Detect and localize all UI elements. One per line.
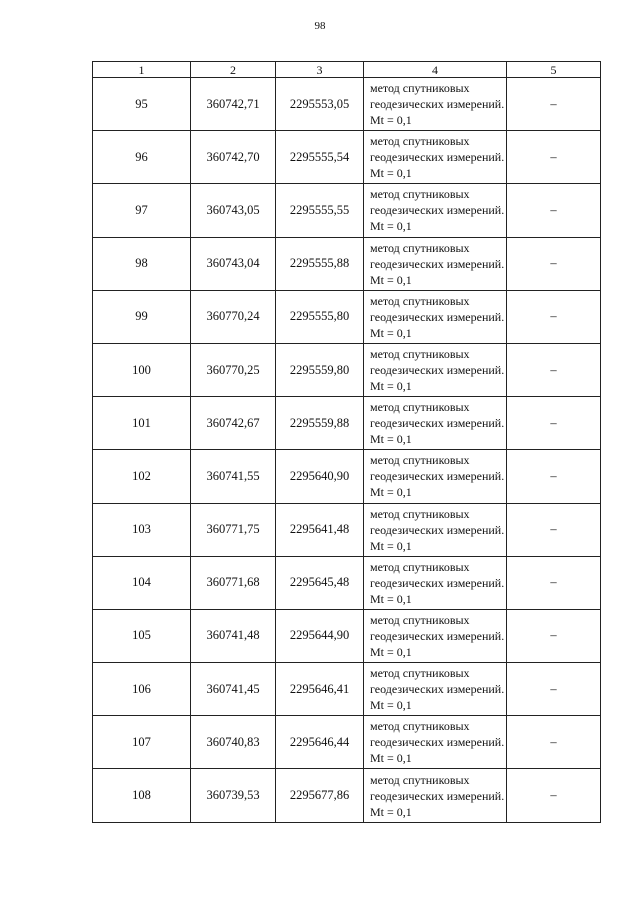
point-number-cell: 106	[93, 663, 191, 716]
note-cell: –	[507, 663, 601, 716]
note-cell: –	[507, 769, 601, 822]
table-row	[93, 503, 601, 556]
x-coordinate-cell: 360743,04	[191, 237, 276, 290]
x-coordinate-cell: 360740,83	[191, 716, 276, 769]
y-coordinate-cell: 2295646,41	[276, 663, 364, 716]
point-number-cell: 108	[93, 769, 191, 822]
point-number-cell: 100	[93, 343, 191, 396]
y-coordinate-cell: 2295555,80	[276, 290, 364, 343]
y-coordinate-cell: 2295553,05	[276, 78, 364, 131]
method-cell: метод спутниковых геодезических измерений. Mt = 0,1	[364, 237, 507, 290]
table-row	[93, 237, 601, 290]
method-cell: метод спутниковых геодезических измерений. Mt = 0,1	[364, 769, 507, 822]
x-coordinate-cell: 360742,70	[191, 131, 276, 184]
method-cell: метод спутниковых геодезических измерений. Mt = 0,1	[364, 184, 507, 237]
table-row	[93, 450, 601, 503]
note-cell: –	[507, 290, 601, 343]
note-cell: –	[507, 184, 601, 237]
x-coordinate-cell: 360770,24	[191, 290, 276, 343]
table-row	[93, 290, 601, 343]
y-coordinate-cell: 2295645,48	[276, 556, 364, 609]
x-coordinate-cell: 360741,48	[191, 609, 276, 662]
note-cell: –	[507, 131, 601, 184]
note-cell: –	[507, 450, 601, 503]
method-cell: метод спутниковых геодезических измерений. Mt = 0,1	[364, 290, 507, 343]
note-cell: –	[507, 397, 601, 450]
x-coordinate-cell: 360743,05	[191, 184, 276, 237]
table-row	[93, 343, 601, 396]
column-header-4: 4	[364, 62, 507, 78]
x-coordinate-cell: 360742,71	[191, 78, 276, 131]
method-cell: метод спутниковых геодезических измерений. Mt = 0,1	[364, 609, 507, 662]
x-coordinate-cell: 360741,45	[191, 663, 276, 716]
note-cell: –	[507, 78, 601, 131]
method-cell: метод спутниковых геодезических измерений. Mt = 0,1	[364, 503, 507, 556]
note-cell: –	[507, 556, 601, 609]
page-number: 98	[314, 20, 326, 32]
column-header-2: 2	[191, 62, 276, 78]
point-number-cell: 103	[93, 503, 191, 556]
column-header-5: 5	[507, 62, 601, 78]
x-coordinate-cell: 360771,75	[191, 503, 276, 556]
note-cell: –	[507, 609, 601, 662]
column-header-3: 3	[276, 62, 364, 78]
y-coordinate-cell: 2295646,44	[276, 716, 364, 769]
y-coordinate-cell: 2295559,80	[276, 343, 364, 396]
x-coordinate-cell: 360742,67	[191, 397, 276, 450]
y-coordinate-cell: 2295559,88	[276, 397, 364, 450]
table-row	[93, 716, 601, 769]
y-coordinate-cell: 2295640,90	[276, 450, 364, 503]
method-cell: метод спутниковых геодезических измерений. Mt = 0,1	[364, 397, 507, 450]
column-header-1: 1	[93, 62, 191, 78]
coordinates-table	[92, 61, 601, 823]
x-coordinate-cell: 360771,68	[191, 556, 276, 609]
x-coordinate-cell: 360741,55	[191, 450, 276, 503]
note-cell: –	[507, 503, 601, 556]
point-number-cell: 101	[93, 397, 191, 450]
point-number-cell: 99	[93, 290, 191, 343]
method-cell: метод спутниковых геодезических измерений. Mt = 0,1	[364, 556, 507, 609]
y-coordinate-cell: 2295555,54	[276, 131, 364, 184]
x-coordinate-cell: 360770,25	[191, 343, 276, 396]
note-cell: –	[507, 343, 601, 396]
point-number-cell: 107	[93, 716, 191, 769]
table-row	[93, 78, 601, 131]
point-number-cell: 102	[93, 450, 191, 503]
note-cell: –	[507, 237, 601, 290]
method-cell: метод спутниковых геодезических измерений. Mt = 0,1	[364, 663, 507, 716]
method-cell: метод спутниковых геодезических измерений. Mt = 0,1	[364, 450, 507, 503]
table-row	[93, 769, 601, 822]
y-coordinate-cell: 2295644,90	[276, 609, 364, 662]
method-cell: метод спутниковых геодезических измерений. Mt = 0,1	[364, 716, 507, 769]
point-number-cell: 105	[93, 609, 191, 662]
point-number-cell: 104	[93, 556, 191, 609]
y-coordinate-cell: 2295555,88	[276, 237, 364, 290]
point-number-cell: 97	[93, 184, 191, 237]
note-cell: –	[507, 716, 601, 769]
method-cell: метод спутниковых геодезических измерений. Mt = 0,1	[364, 343, 507, 396]
method-cell: метод спутниковых геодезических измерений. Mt = 0,1	[364, 131, 507, 184]
table-header-row	[93, 62, 601, 78]
table-row	[93, 609, 601, 662]
y-coordinate-cell: 2295555,55	[276, 184, 364, 237]
point-number-cell: 98	[93, 237, 191, 290]
y-coordinate-cell: 2295641,48	[276, 503, 364, 556]
point-number-cell: 96	[93, 131, 191, 184]
x-coordinate-cell: 360739,53	[191, 769, 276, 822]
method-cell: метод спутниковых геодезических измерений. Mt = 0,1	[364, 78, 507, 131]
table-row	[93, 556, 601, 609]
table-row	[93, 397, 601, 450]
table-row	[93, 663, 601, 716]
table-row	[93, 184, 601, 237]
y-coordinate-cell: 2295677,86	[276, 769, 364, 822]
point-number-cell: 95	[93, 78, 191, 131]
table-row	[93, 131, 601, 184]
